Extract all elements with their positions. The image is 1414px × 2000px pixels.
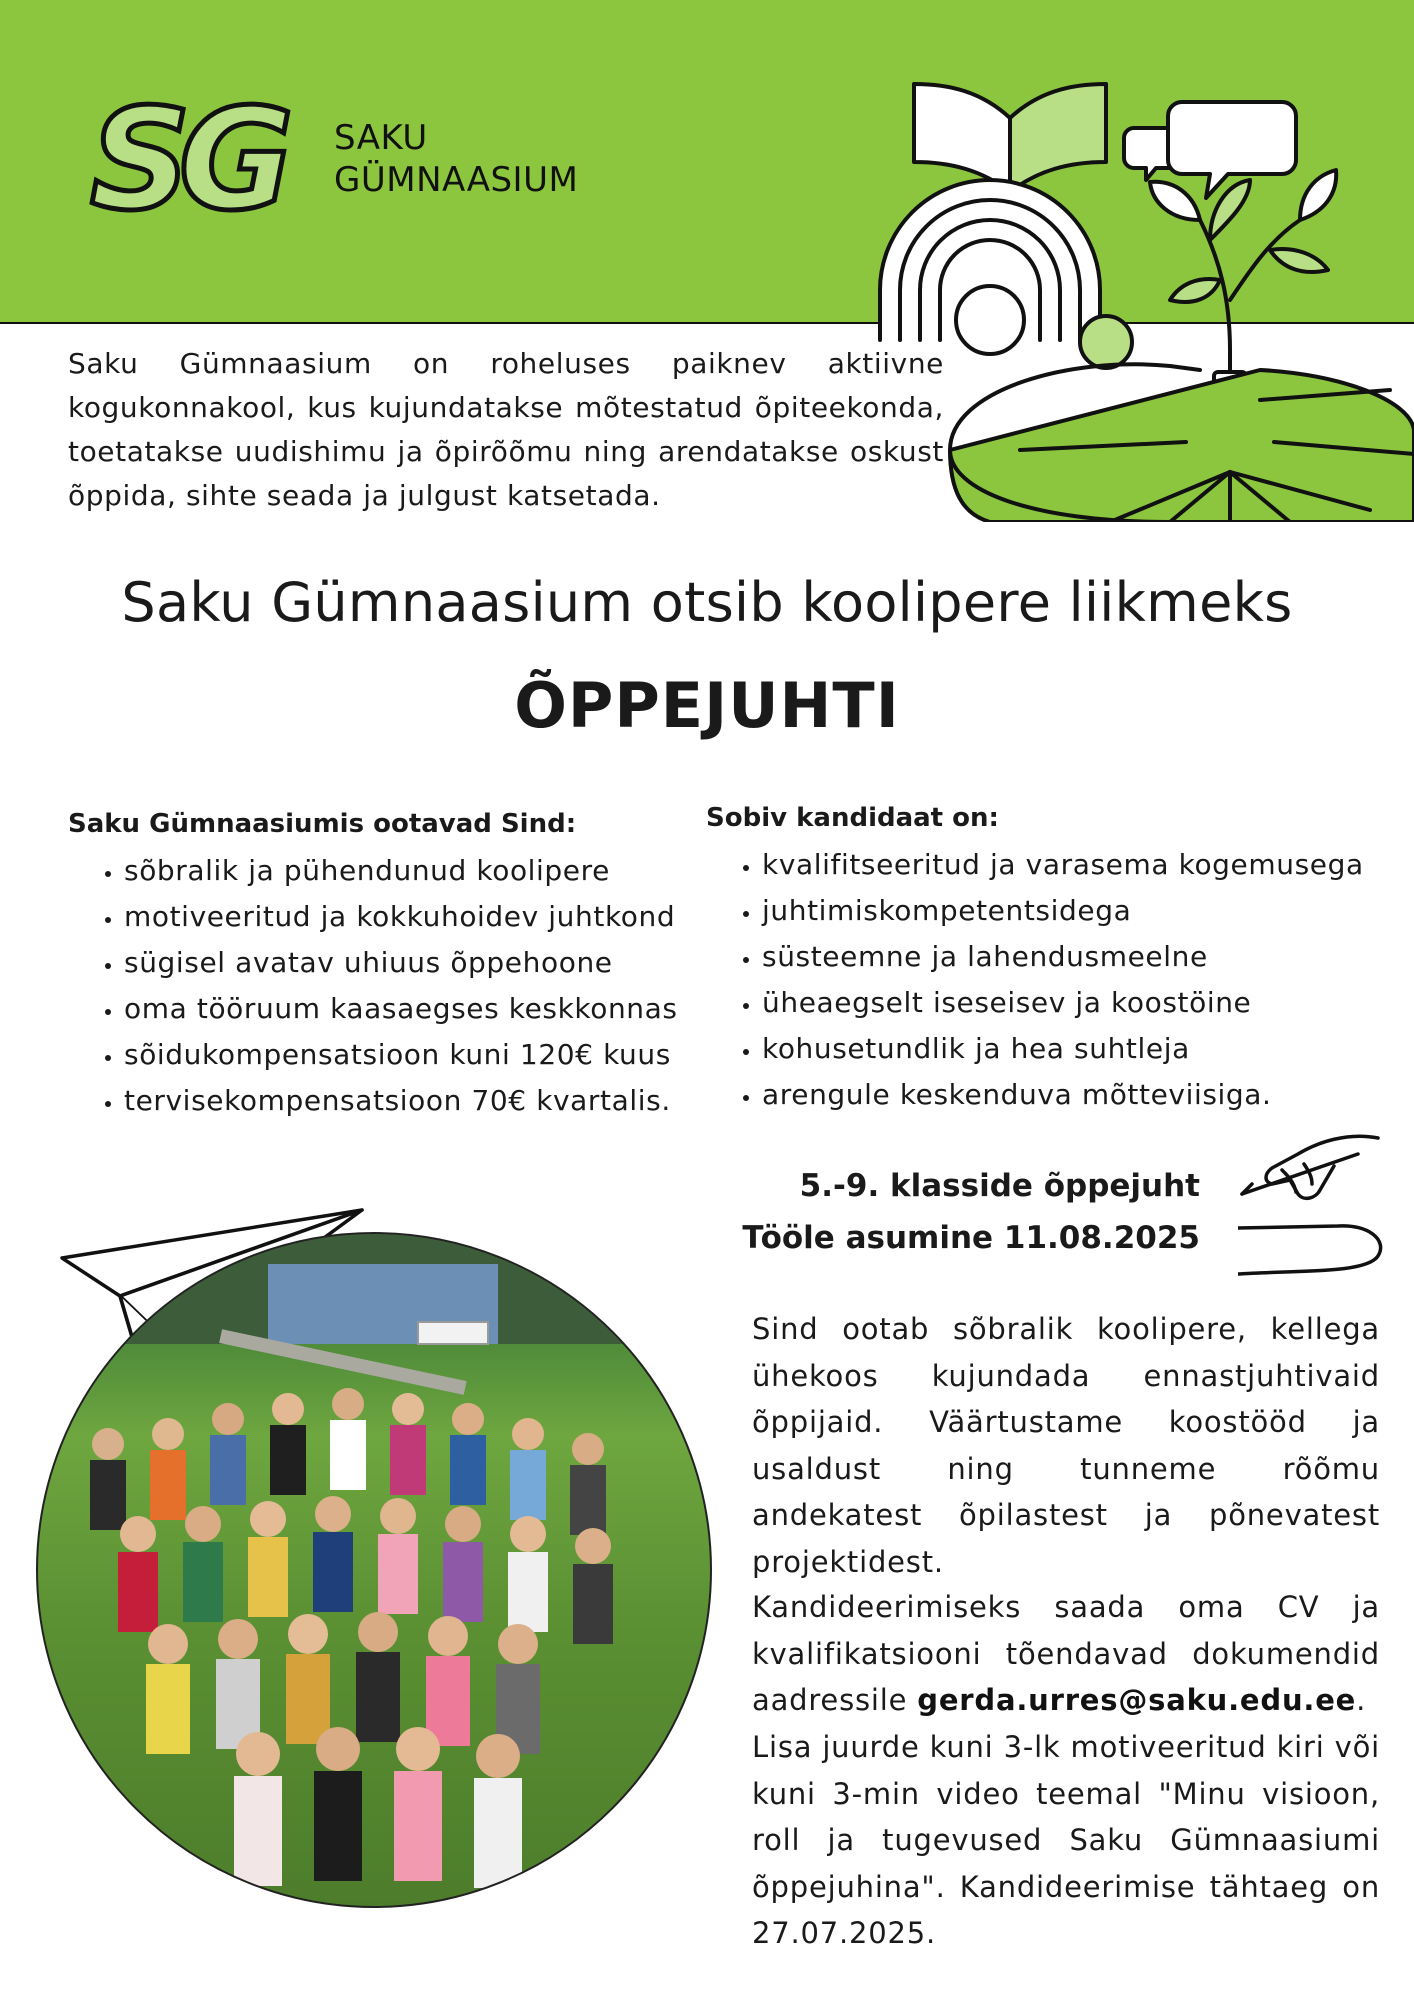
- role-start-date: Tööle asumine 11.08.2025: [742, 1220, 1200, 1256]
- application-instructions: Kandideerimiseks saada oma CV ja kvalifikatsiooni tõendavad dokumendid aadressile: [752, 1590, 1380, 1717]
- candidate-item: • juhtimiskompetentsidega: [762, 888, 1386, 934]
- candidate-item: • kvalifitseeritud ja varasema kogemusega: [762, 842, 1386, 888]
- candidate-section: [706, 800, 1386, 1118]
- offers-title: Saku Gümnaasiumis ootavad Sind:: [68, 809, 577, 839]
- hand-writing-pen-icon: [1238, 1124, 1388, 1294]
- description-paragraph-3: Lisa juurde kuni 3-lk motiveeritud kiri või kuni 3-min video teemal "Minu visioon, roll ja tugevused Saku Gümnaasiumi õppejuhina". Kandideerimise tähtaeg on 27.07.2025.: [752, 1730, 1380, 1950]
- candidate-item: • süsteemne ja lahendusmeelne: [762, 934, 1386, 980]
- candidate-item: • üheaegselt iseseisev ja koostöine: [762, 980, 1386, 1026]
- description-paragraph-2: [752, 1584, 1380, 1724]
- offers-section: [68, 806, 708, 1124]
- logo-monogram: SG: [90, 90, 282, 230]
- offers-list: [68, 848, 708, 1124]
- offers-item: • oma tööruum kaasaegses keskkonnas: [124, 986, 708, 1032]
- position-title: ÕPPEJUHTI: [514, 669, 900, 742]
- book-plant-lightbulb-illustration-icon: [870, 70, 1414, 522]
- staff-group-photo: [36, 1232, 712, 1908]
- offers-item: • tervisekompensatsioon 70€ kvartalis.: [124, 1078, 708, 1124]
- offers-item: • sügisel avatav uhiuus õppehoone: [124, 940, 708, 986]
- offers-item: • sõidukompensatsioon kuni 120€ kuus: [124, 1032, 708, 1078]
- offers-item: • sõbralik ja pühendunud koolipere: [124, 848, 708, 894]
- role-info: [700, 1160, 1200, 1264]
- logo-line-gumnaasium: GÜMNAASIUM: [334, 160, 579, 200]
- staff-photo-scene: [38, 1234, 712, 1908]
- school-name-logo: [334, 117, 578, 201]
- intro-paragraph: Saku Gümnaasium on roheluses paiknev aktiivne kogukonnakool, kus kujundatakse mõtestatud õpiteekonda, toetatakse uudishimu ja õpirõõmu ning arendatakse oskust õppida, sihte seada ja julgust katsetada.: [68, 347, 944, 512]
- school-logo-mark: [88, 90, 318, 230]
- description-paragraph-1: Sind ootab sõbralik koolipere, kellega ühekoos kujundada ennastjuhtivaid õppijaid. Väärtustame koostööd ja usaldust ning tunneme rõõmu andekatest õpilastest ja põnevatest projektidest.: [752, 1312, 1380, 1579]
- candidate-item: • kohusetundlik ja hea suhtleja: [762, 1026, 1386, 1072]
- contact-email-link[interactable]: gerda.urres@saku.edu.ee: [917, 1683, 1357, 1717]
- candidate-title: Sobiv kandidaat on:: [706, 803, 999, 833]
- logo-line-saku: SAKU: [334, 118, 428, 158]
- application-instructions-end: .: [1356, 1683, 1367, 1717]
- candidate-list: [706, 842, 1386, 1118]
- headline: Saku Gümnaasium otsib koolipere liikmeks: [121, 571, 1293, 634]
- offers-item: • motiveeritud ja kokkuhoidev juhtkond: [124, 894, 708, 940]
- candidate-item: • arengule keskenduva mõtteviisiga.: [762, 1072, 1386, 1118]
- role-title: 5.-9. klasside õppejuht: [799, 1168, 1200, 1204]
